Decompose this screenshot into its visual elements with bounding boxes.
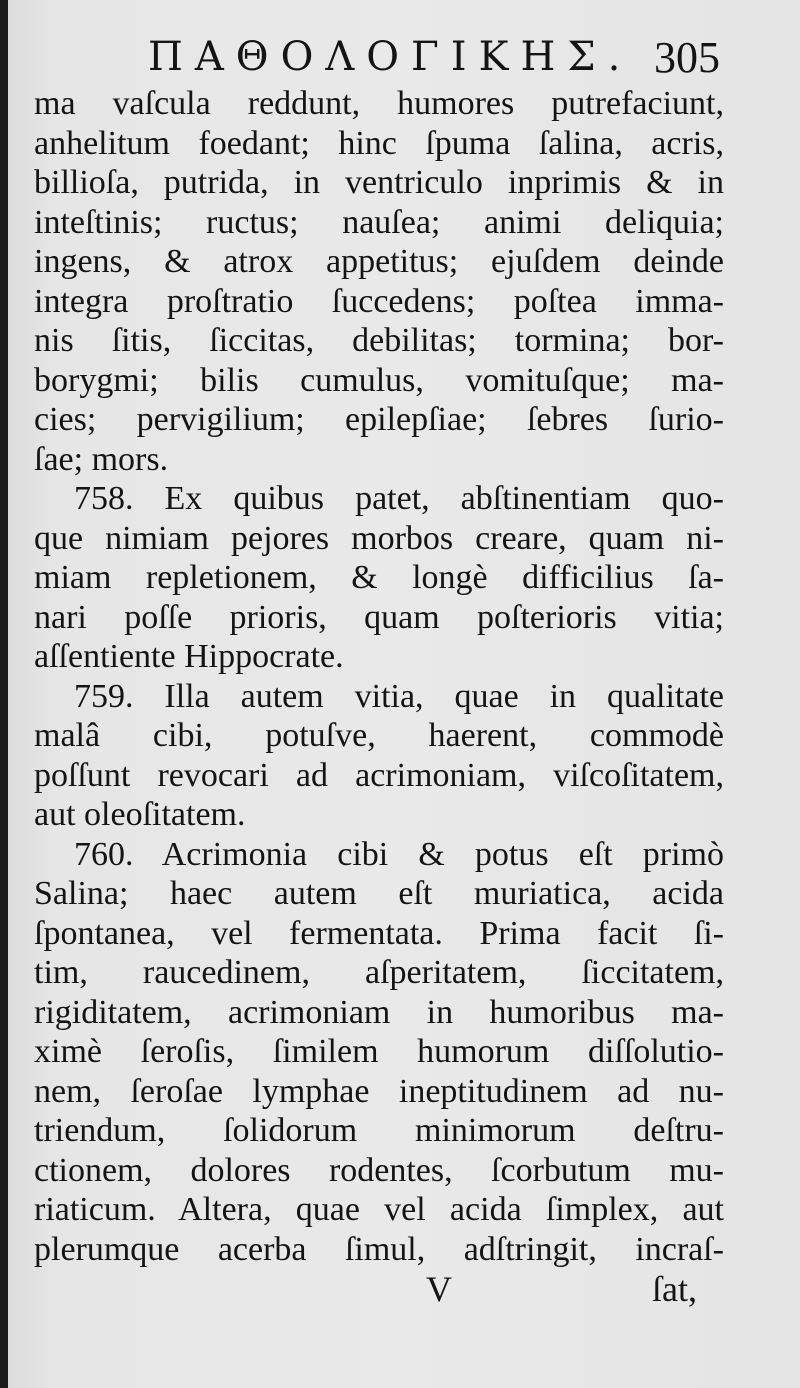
body-text	[34, 84, 724, 1269]
page-footer	[8, 1268, 800, 1318]
text-line: integra proſtratio ſuccedens; poſtea imma-	[34, 282, 724, 320]
text-line: 760. Acrimonia cibi & potus eſt primò	[74, 835, 724, 873]
text-line: tim, raucedinem, aſperitatem, ſiccitatem,	[34, 954, 724, 991]
text-line: triendum, ſolidorum minimorum deſtru-	[34, 1112, 724, 1149]
text-line: nem, ſeroſae lymphae ineptitudinem ad nu-	[34, 1072, 724, 1110]
catchword: ſat,	[652, 1269, 697, 1309]
text-line: malâ cibi, potuſve, haerent, commodè	[34, 717, 724, 754]
text-line: cies; pervigilium; epilepſiae; ſebres ſurio-	[34, 401, 724, 438]
text-line: 758. Ex quibus patet, abſtinentiam quo-	[74, 480, 724, 517]
running-head: ΠΑΘΟΛΟΓΙΚΗΣ.	[148, 34, 633, 80]
text-line: Salina; haec autem eſt muriatica, acida	[34, 875, 724, 912]
text-line: ma vaſcula reddunt, humores putrefaciunt,	[34, 85, 724, 122]
text-line: miam repletionem, & longè difficilius ſa-	[34, 559, 724, 596]
text-line: nari poſſe prioris, quam poſterioris vitia;	[34, 598, 724, 636]
text-line: ſae; mors.	[34, 440, 169, 478]
text-line: rigiditatem, acrimoniam in humoribus ma-	[34, 993, 724, 1031]
page-number: 305	[654, 33, 720, 82]
text-line: ximè ſeroſis, ſimilem humorum diſſolutio-	[34, 1033, 724, 1070]
text-line: ſpontanea, vel fermentata. Prima facit ſi-	[34, 914, 724, 952]
text-line: billioſa, putrida, in ventriculo inprimis & in	[34, 164, 724, 201]
text-line: ctionem, dolores rodentes, ſcorbutum mu-	[34, 1151, 724, 1189]
text-line: riaticum. Altera, quae vel acida ſimplex, aut	[34, 1191, 724, 1228]
text-line: ingens, & atrox appetitus; ejuſdem deinde	[34, 243, 724, 280]
book-page	[8, 0, 800, 1388]
text-line: aut oleoſitatem.	[34, 796, 246, 833]
text-line: nis ſitis, ſiccitas, debilitas; tormina; bor-	[34, 322, 724, 359]
text-line: poſſunt revocari ad acrimoniam, viſcoſitatem,	[34, 756, 724, 794]
signature-mark: V	[426, 1269, 452, 1309]
text-line: borygmi; bilis cumulus, vomituſque; ma-	[34, 361, 724, 399]
text-line: anhelitum foedant; hinc ſpuma ſalina, acris,	[34, 124, 724, 162]
text-line: aſſentiente Hippocrate.	[34, 638, 344, 675]
text-line: 759. Illa autem vitia, quae in qualitate	[74, 677, 724, 715]
text-line: que nimiam pejores morbos creare, quam ni-	[34, 519, 724, 557]
text-line: inteſtinis; ructus; nauſea; animi deliquia;	[34, 203, 724, 241]
text-line: plerumque acerba ſimul, adſtringit, incraſ-	[34, 1230, 724, 1268]
